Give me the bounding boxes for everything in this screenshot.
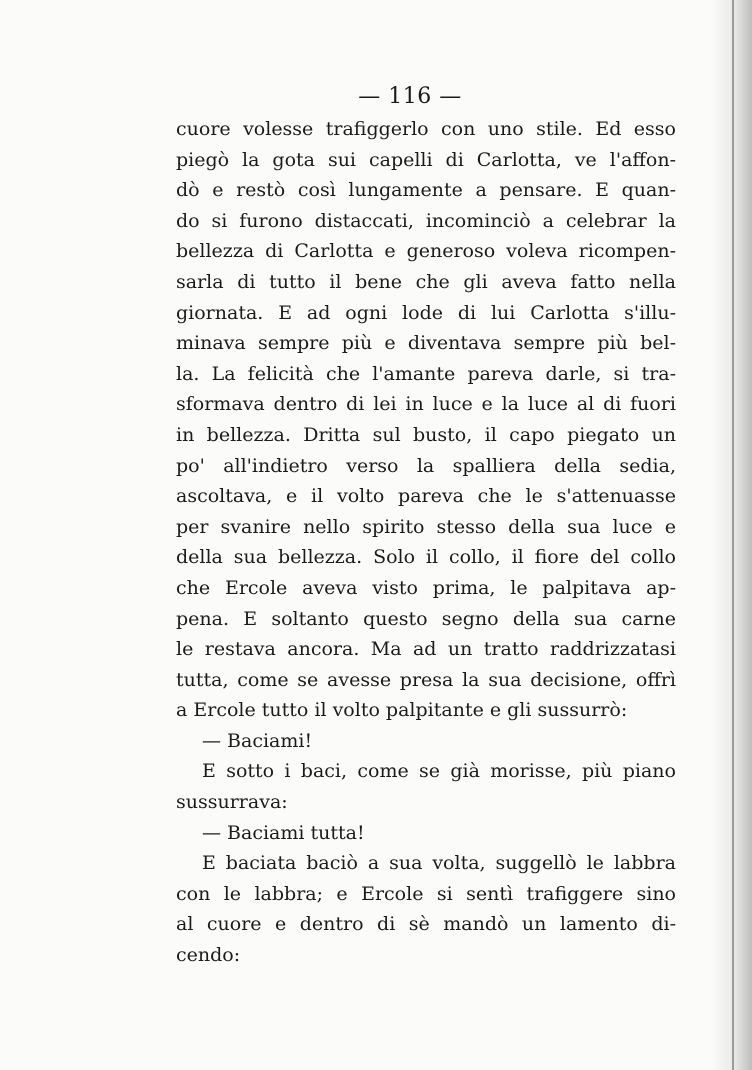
- text-line: a Ercole tutto il volto palpitante e gli sussurrò:: [176, 699, 628, 722]
- text-line: sussurrava:: [176, 791, 288, 814]
- text-line: che Ercole aveva visto prima, le palpitava ap-: [176, 576, 676, 599]
- text-line: E sotto i baci, come se già morisse, più piano: [202, 760, 676, 783]
- text-line: sformava dentro di lei in luce e la luce al di fuori: [176, 393, 676, 416]
- text-line: pena. E soltanto questo segno della sua carne: [176, 607, 676, 630]
- text-line: della sua bellezza. Solo il collo, il fiore del collo: [176, 546, 676, 569]
- text-line: in bellezza. Dritta sul busto, il capo piegato un: [176, 423, 676, 446]
- text-line: dò e restò così lungamente a pensare. E quan-: [176, 179, 676, 202]
- text-line: giornata. E ad ogni lode di lui Carlotta s'illu-: [176, 301, 676, 324]
- text-line: minava sempre più e diventava sempre più bel-: [176, 332, 676, 355]
- text-line: bellezza di Carlotta e generoso voleva ricompen-: [176, 240, 676, 263]
- text-line: sarla di tutto il bene che gli aveva fatto nella: [176, 270, 676, 293]
- text-line: do si furono distaccati, incominciò a celebrar la: [176, 209, 676, 232]
- text-line: la. La felicità che l'amante pareva darle, si tra-: [176, 362, 676, 385]
- text-line: ascoltava, e il volto pareva che le s'attenuasse: [176, 485, 676, 508]
- text-line: piegò la gota sui capelli di Carlotta, ve l'affon-: [176, 148, 676, 171]
- text-line: E baciata baciò a sua volta, suggellò le labbra: [202, 852, 676, 875]
- page-number: — 116 —: [358, 84, 462, 109]
- text-line: — Baciami!: [202, 729, 313, 752]
- text-line: tutta, come se avesse presa la sua decisione, offrì: [176, 668, 676, 691]
- page-edge-line: [732, 0, 734, 1070]
- body-text: [176, 114, 676, 971]
- text-line: al cuore e dentro di sè mandò un lamento di-: [176, 913, 676, 936]
- text-line: cuore volesse trafiggerlo con uno stile. Ed esso: [176, 118, 676, 140]
- text-line: cendo:: [176, 944, 241, 967]
- text-line: po' all'indietro verso la spalliera della sedia,: [176, 454, 676, 477]
- text-line: — Baciami tutta!: [202, 821, 365, 844]
- text-line: per svanire nello spirito stesso della sua luce e: [176, 515, 676, 538]
- text-line: le restava ancora. Ma ad un tratto raddrizzatasi: [176, 638, 676, 661]
- text-line: con le labbra; e Ercole si sentì trafiggere sino: [176, 882, 676, 905]
